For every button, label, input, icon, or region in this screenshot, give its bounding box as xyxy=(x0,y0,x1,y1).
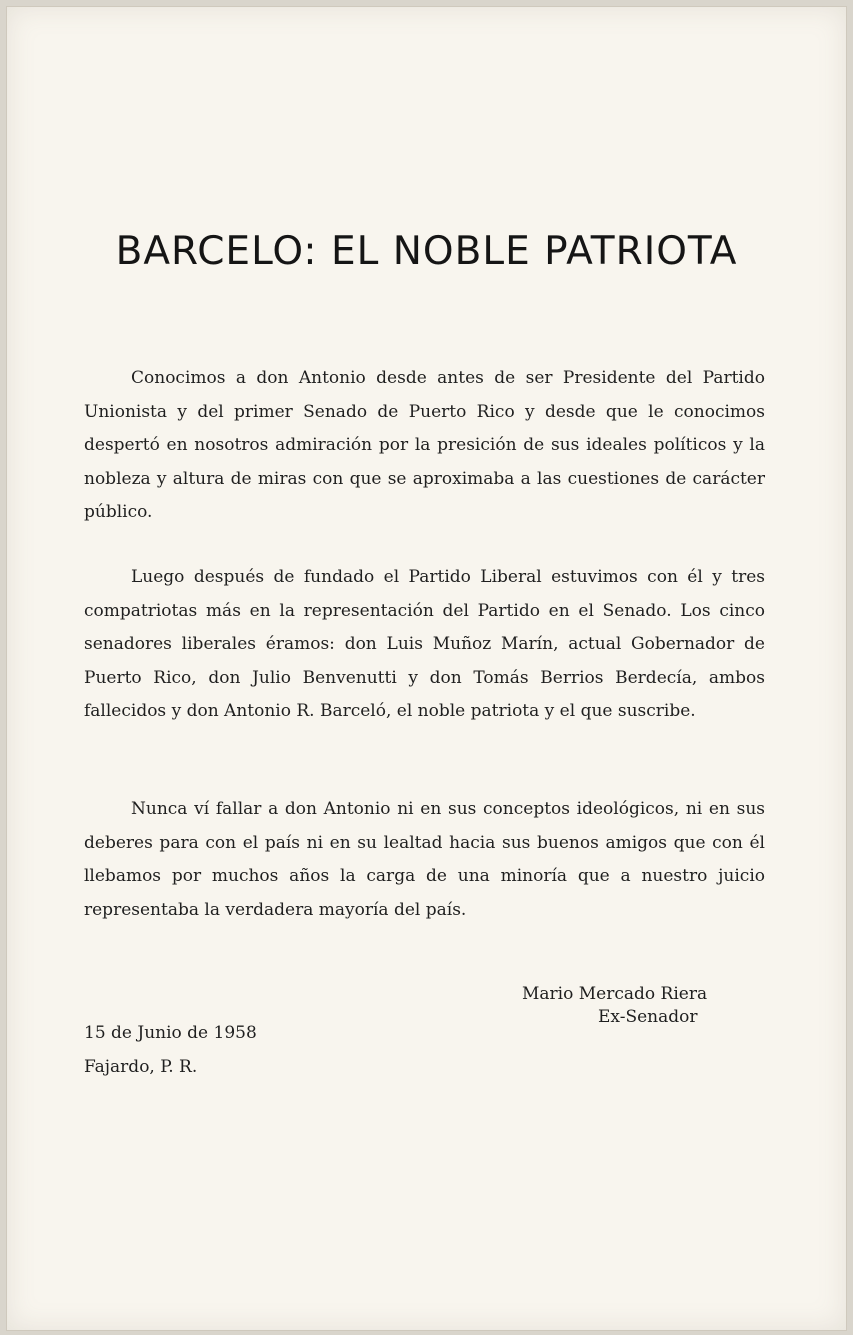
document-title: BARCELO: EL NOBLE PATRIOTA xyxy=(115,229,738,274)
paragraph-text: Conocimos a don Antonio desde antes de ser Presidente del Partido Unionista y del primer Senado de Puerto Rico y desde que le conocimos despertó en nosotros admiración por la presición de sus ideales políticos y la nobleza y altura de miras con que se aproximaba a las cuestiones de carácter público. xyxy=(84,368,765,523)
paragraph-3 xyxy=(84,793,765,927)
paragraph-text: Luego después de fundado el Partido Liberal estuvimos con él y tres compatriotas más en la representación del Partido en el Senado. Los cinco senadores liberales éramos: don Luis Muñoz Marín, actual Gobernador de Puerto Rico, don Julio Benvenutti y don Tomás Berrios Berdecía, ambos fallecidos y don Antonio R. Barceló, el noble patriota y el que suscribe. xyxy=(84,567,765,722)
paragraph-text: Nunca ví fallar a don Antonio ni en sus conceptos ideológicos, ni en sus deberes para con el país ni en su lealtad hacia sus buenos amigos que con él llebamos por muchos años la carga de una minoría que a nuestro juicio representaba la verdadera mayoría del país. xyxy=(84,799,765,920)
paragraph-1 xyxy=(84,362,765,530)
signature-name: Mario Mercado Riera xyxy=(522,984,708,1004)
document-page xyxy=(6,6,847,1331)
document-place: Fajardo, P. R. xyxy=(84,1057,198,1077)
document-date: 15 de Junio de 1958 xyxy=(84,1023,257,1043)
paragraph-2 xyxy=(84,561,765,729)
signature-role: Ex-Senador xyxy=(598,1007,698,1027)
